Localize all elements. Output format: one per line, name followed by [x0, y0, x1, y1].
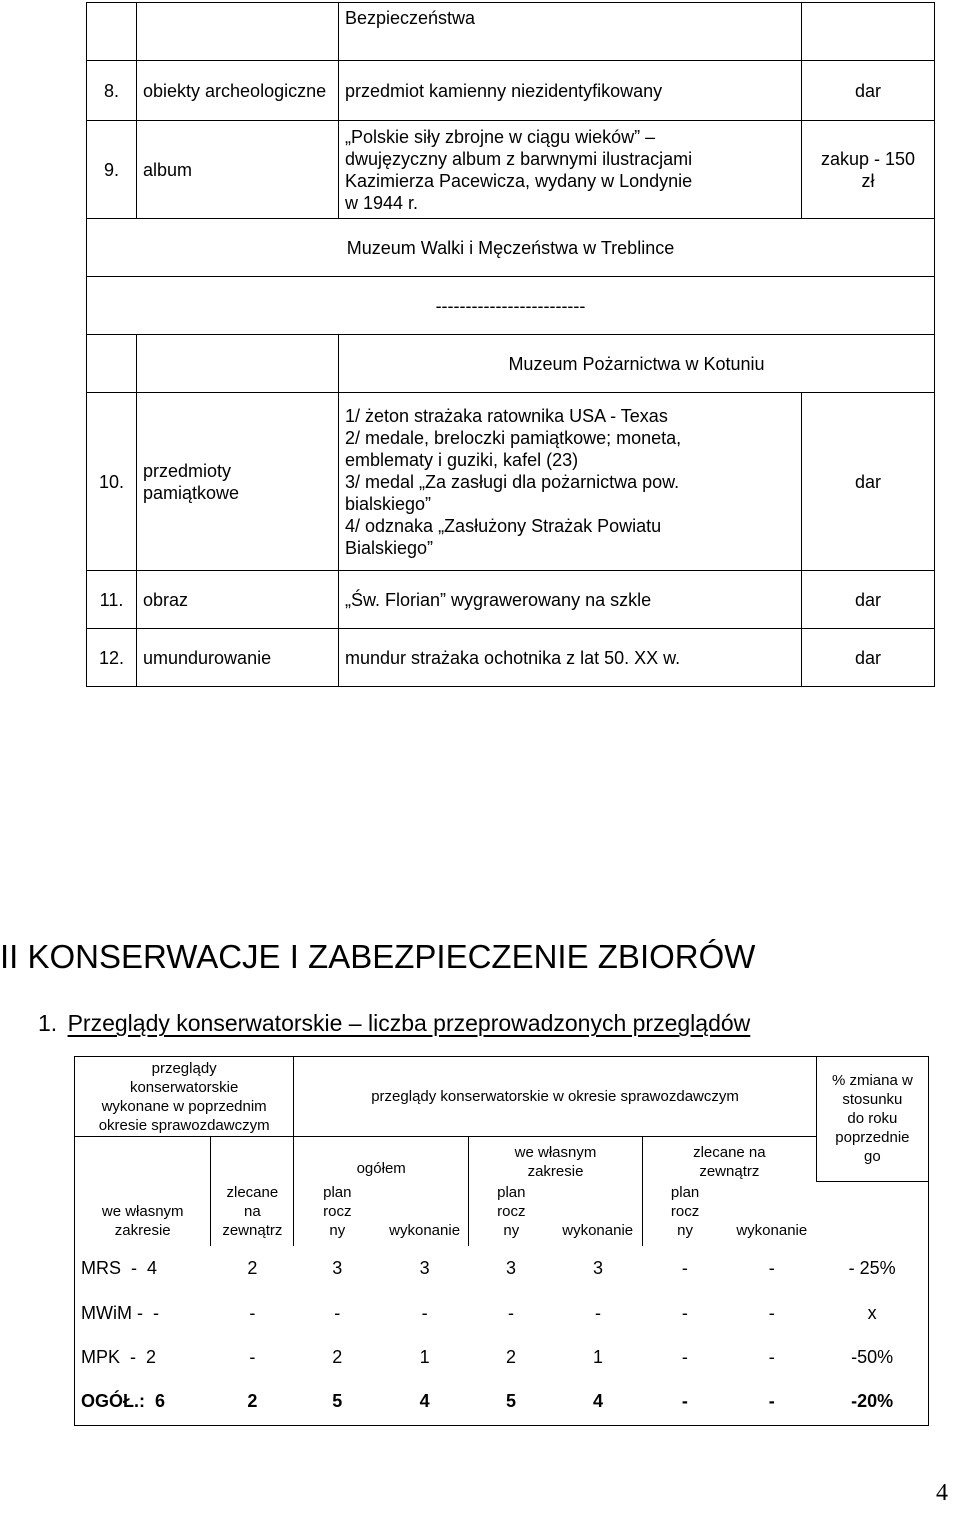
section-title: II KONSERWACJE I ZABEZPIECZENIE ZBIORÓW — [0, 938, 756, 975]
item-description: mundur strażaka ochotnika z lat 50. XX w. — [339, 629, 802, 687]
row-number: 11. — [87, 571, 137, 629]
table-row: OGÓŁ.: 6 2 5 4 5 4 - - -20% — [81, 1391, 894, 1412]
item-type: obraz — [137, 571, 339, 629]
item-source: dar — [802, 629, 935, 687]
own-current-header: we własnym zakresie — [469, 1137, 643, 1182]
item-description: 1/ żeton strażaka ratownika USA - Texas 2/ medale, breloczki pamiątkowe; moneta, emblematy i guziki, kafel (23) 3/ medal „Za zasługi dla pożarnictwa pow. bialskiego” 4/ odznaka „Zasłużony Strażak Powiatu Bialskiego” — [339, 393, 802, 571]
page-number: 4 — [936, 1480, 948, 1506]
header-cell: Bezpieczeństwa — [339, 3, 802, 61]
item-description: „Polskie siły zbrojne w ciągu wieków” – dwujęzyczny album z barwnymi ilustracjami Kazimierza Pacewicza, wydany w Londynie w 1944 r. — [339, 121, 802, 219]
percent-change-header: % zmiana w stosunku do roku poprzednie go — [816, 1057, 928, 1182]
table-row — [87, 393, 935, 571]
table-row — [87, 335, 935, 393]
item-type: obiekty archeologiczne — [137, 61, 339, 121]
item-type: umundurowanie — [137, 629, 339, 687]
table-row — [87, 629, 935, 687]
table-row — [87, 3, 935, 61]
table-header-row — [75, 1057, 929, 1137]
row-number: 8. — [87, 61, 137, 121]
row-number: 10. — [87, 393, 137, 571]
total-header: ogółem plan rocz ny wykonanie — [294, 1137, 469, 1247]
plan-header: plan rocz ny — [323, 1184, 352, 1239]
prev-period-header: przeglądy konserwatorskie wykonane w poprzednim okresie sprawozdawczym — [75, 1057, 294, 1137]
item-source: dar — [802, 61, 935, 121]
museum-treblinka: Muzeum Walki i Męczeństwa w Treblince — [87, 219, 935, 277]
done-header: wykonanie — [736, 1222, 808, 1239]
subsection-text: Przeglądy konserwatorskie – liczba przeprowadzonych przeglądów — [67, 1010, 751, 1036]
item-source: zakup - 150 zł — [802, 121, 935, 219]
item-type: album — [137, 121, 339, 219]
table-row — [87, 61, 935, 121]
plan-header: plan rocz ny — [469, 1181, 554, 1246]
item-source: dar — [802, 571, 935, 629]
subsection-number: 1. — [38, 1010, 58, 1036]
prev-outside-header: zlecane na zewnątrz — [211, 1137, 294, 1247]
plan-header: plan rocz ny — [642, 1181, 727, 1246]
collections-table — [86, 2, 935, 687]
dashes-row: ------------------------- — [87, 277, 935, 335]
table-row — [87, 121, 935, 219]
row-number: 9. — [87, 121, 137, 219]
table-row — [87, 571, 935, 629]
item-type: przedmioty pamiątkowe — [137, 393, 339, 571]
museum-kotun: Muzeum Pożarnictwa w Kotuniu — [339, 335, 935, 393]
table-row — [87, 219, 935, 277]
table-row — [87, 277, 935, 335]
outside-current-header: zlecane na zewnątrz — [642, 1137, 816, 1182]
prev-own-header: we własnym zakresie — [101, 1203, 184, 1239]
conservation-reviews-table — [74, 1056, 929, 1426]
subsection-title — [38, 1008, 750, 1038]
item-source: dar — [802, 393, 935, 571]
table-row: MPK - 2 - 2 1 2 1 - - -50% — [81, 1346, 894, 1367]
table-header-row — [75, 1137, 929, 1182]
done-header: wykonanie — [389, 1222, 461, 1239]
row-number: 12. — [87, 629, 137, 687]
item-description: „Św. Florian” wygrawerowany na szkle — [339, 571, 802, 629]
current-period-header: przeglądy konserwatorskie w okresie sprawozdawczym — [294, 1057, 816, 1137]
item-description: przedmiot kamienny niezidentyfikowany — [339, 61, 802, 121]
table-row: MRS - 4 2 3 3 3 3 - - - 25% — [81, 1258, 896, 1278]
done-header: wykonanie — [562, 1222, 634, 1239]
table-row: MWiM - - - - - - - - - x — [81, 1302, 877, 1323]
